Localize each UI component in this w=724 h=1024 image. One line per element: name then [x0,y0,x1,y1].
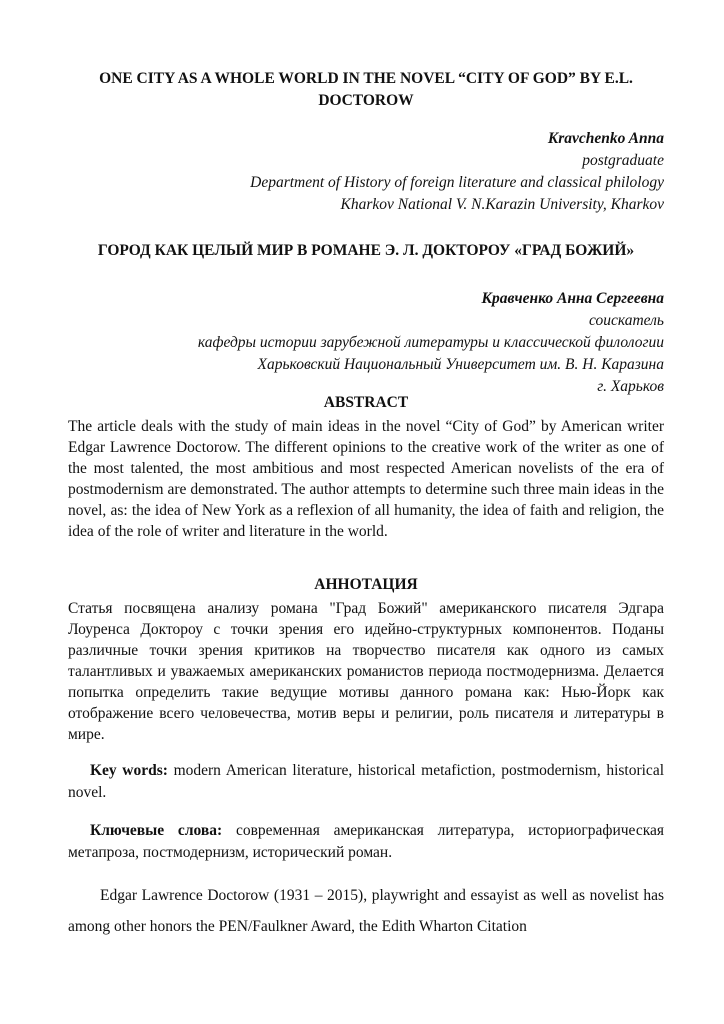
keywords-english [68,760,664,804]
keywords-russian-text: современная американская литература, историографическая метапроза, постмодернизм, исторический роман. [68,822,665,861]
author-name-russian: Кравченко Анна Сергеевна [481,290,664,307]
author-city-russian: г. Харьков [597,378,664,395]
author-department-russian: кафедры истории зарубежной литературы и классической филологии [197,334,664,351]
abstract-text: The article deals with the study of main ideas in the novel “City of God” by American writer Edgar Lawrence Doctorow. The different opinions to the creative work of the writer as one of the most talented, the most ambitious and most respected American novelists of the era of postmodernism are demonstrated. The author attempts to determine such three main ideas in the novel, as: the idea of New York as a reflexion of all humanity, the idea of faith and religion, the idea of the role of writer and literature in the world. [68,418,664,540]
abstract-heading: ABSTRACT [323,394,409,411]
keywords-english-label: Key words: [90,762,168,779]
annotation-text: Статья посвящена анализу романа "Град Божий" американского писателя Эдгара Лоуренса Доктороу с точки зрения его идейно-структурных компонентов. Поданы различные точки зрения критиков на творчество писателя как одного из самых талантливых и уважаемых американских романистов периода постмодернизма. Делается попытка определить такие ведущие мотивы данного романа как: Нью-Йорк как отображение всего человечества, мотив веры и религии, роль писателя и литературы в мире. [68,600,664,743]
title-english: ONE CITY AS A WHOLE WORLD IN THE NOVEL “CITY OF GOD” BY E.L. DOCTOROW [99,70,633,109]
keywords-russian [68,820,664,864]
author-university-russian: Харьковский Национальный Университет им. В. Н. Каразина [257,356,664,373]
annotation-heading: АННОТАЦИЯ [314,576,418,593]
author-department-english: Department of History of foreign literature and classical philology [250,174,664,191]
author-position-russian: соискатель [589,312,664,329]
author-university-english: Kharkov National V. N.Karazin University, Kharkov [340,196,664,213]
author-name-english: Kravchenko Anna [547,130,664,147]
keywords-russian-label: Ключевые слова: [90,822,223,839]
keywords-english-text: modern American literature, historical metafiction, postmodernism, historical novel. [68,762,664,801]
title-russian: ГОРОД КАК ЦЕЛЫЙ МИР В РОМАНЕ Э. Л. ДОКТОРОУ «ГРАД БОЖИЙ» [97,242,635,259]
body-paragraph: Edgar Lawrence Doctorow (1931 – 2015), playwright and essayist as well as novelist has among other honors the PEN/Faulkner Award, the Edith Wharton Citation [68,887,664,935]
author-position-english: postgraduate [582,152,664,169]
